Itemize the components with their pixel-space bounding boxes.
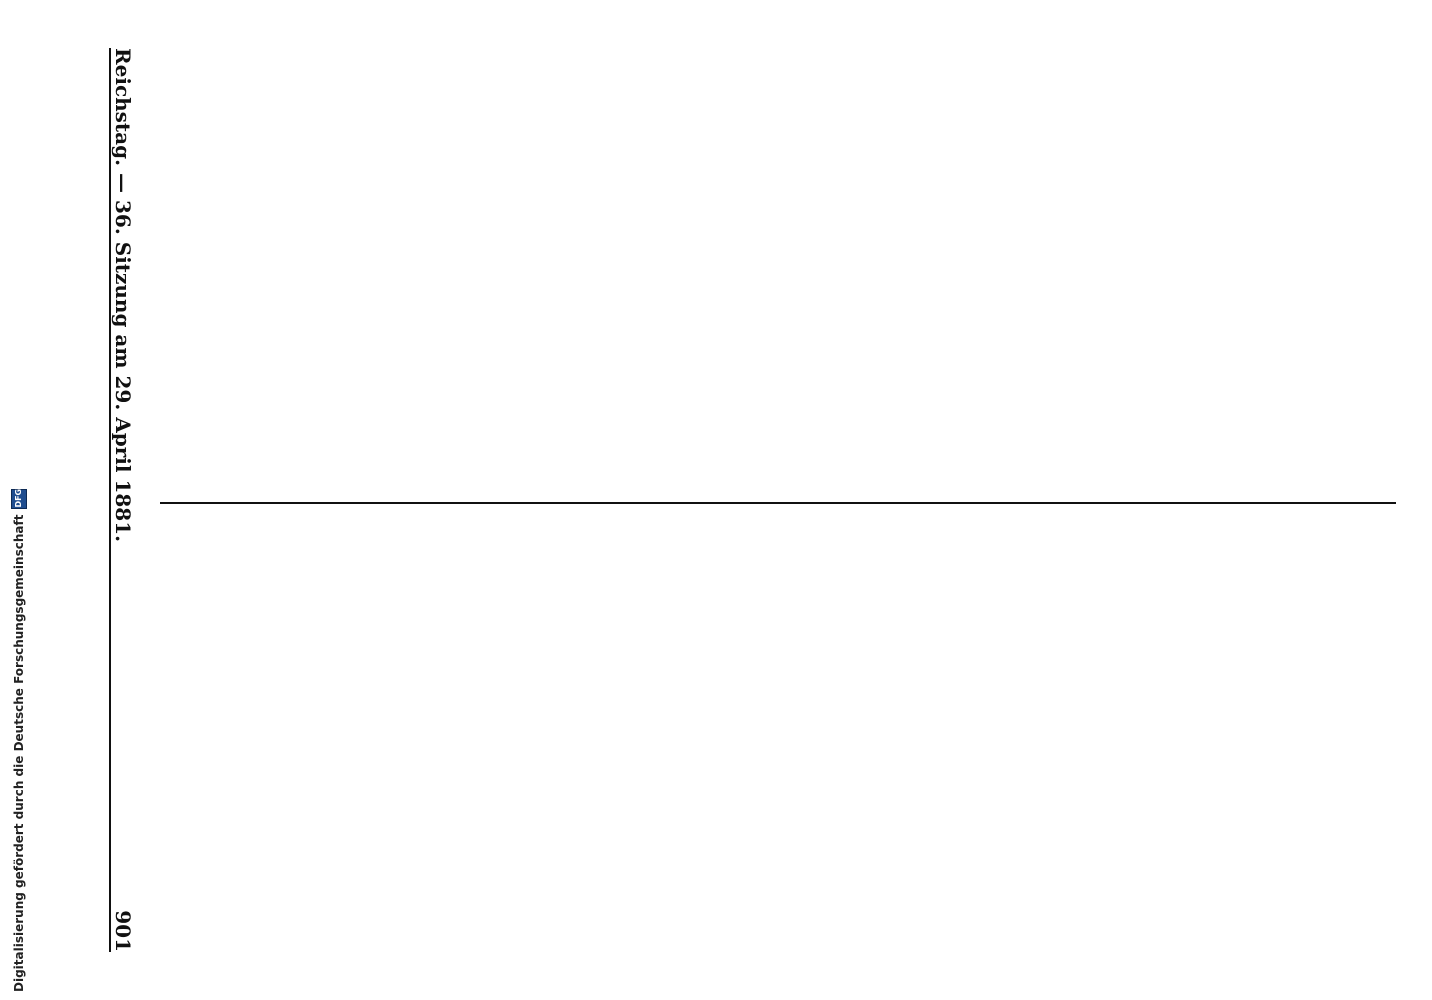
running-header-title: Reichstag. — 36. Sitzung am 29. April 1881. xyxy=(111,48,135,543)
scanned-page xyxy=(38,8,1432,992)
page-number: 901 xyxy=(111,910,135,952)
digitization-credit-text: Digitalisierung gefördert durch die Deutsche Forschungsgemeinschaft xyxy=(12,514,26,992)
text-column-left xyxy=(160,48,1396,488)
column-divider xyxy=(160,502,1396,504)
digitization-strip xyxy=(0,0,30,1000)
running-header xyxy=(109,48,145,952)
text-column-left-body xyxy=(160,48,1396,488)
digitization-credit xyxy=(11,489,27,992)
scanned-page-frame xyxy=(38,8,1432,992)
dfg-logo-icon: DFG xyxy=(11,489,27,509)
text-column-right-body xyxy=(160,520,1396,950)
text-column-right xyxy=(160,520,1396,950)
